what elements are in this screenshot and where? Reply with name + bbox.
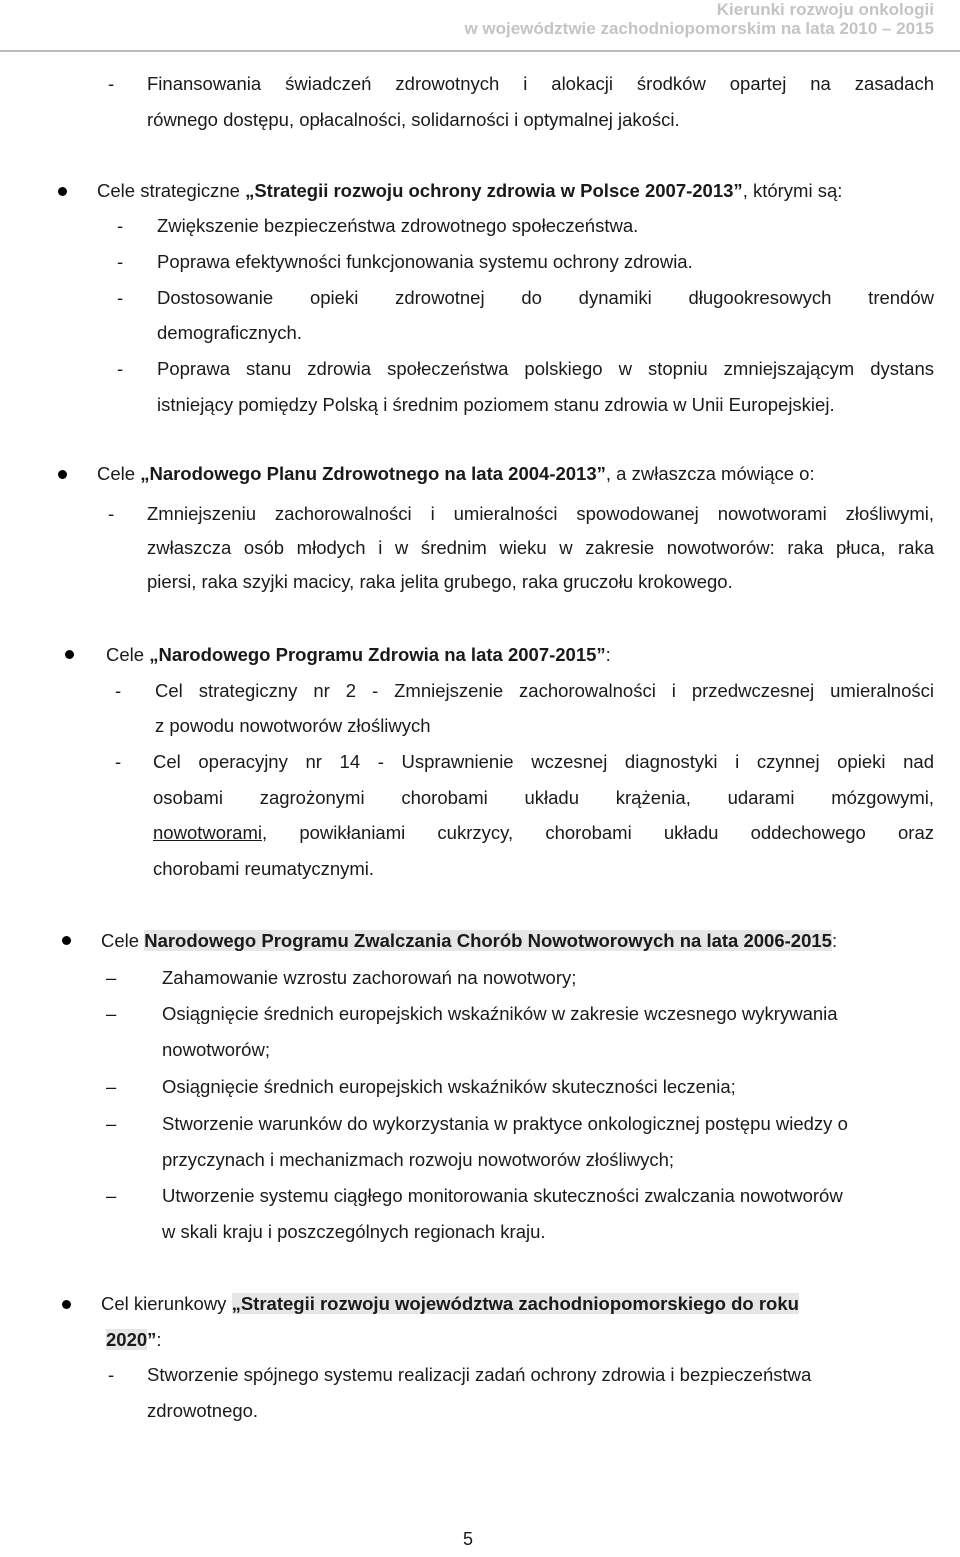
bullet-marker xyxy=(62,936,71,945)
list-item-text: równego dostępu, opłacalności, solidarności i optymalnej jakości. xyxy=(147,109,680,130)
dash-marker: – xyxy=(106,967,117,988)
section-heading: Cele Narodowego Programu Zwalczania Chorób Nowotworowych na lata 2006-2015: xyxy=(101,930,838,951)
section-heading: Cele strategiczne „Strategii rozwoju ochrony zdrowia w Polsce 2007-2013”, którymi są: xyxy=(97,180,843,201)
section-heading: Cele „Narodowego Planu Zdrowotnego na lata 2004-2013”, a zwłaszcza mówiące o: xyxy=(97,463,815,484)
running-header xyxy=(0,0,960,52)
list-item-text: Stworzenie warunków do wykorzystania w praktyce onkologicznej postępu wiedzy o xyxy=(162,1113,848,1134)
bullet-marker xyxy=(65,650,74,659)
list-item-text: Zahamowanie wzrostu zachorowań na nowotwory; xyxy=(162,967,577,988)
list-item-text: chorobami reumatycznymi. xyxy=(153,858,375,879)
dash-marker: – xyxy=(106,1003,117,1024)
dash-marker: - xyxy=(115,680,122,701)
dash-marker: - xyxy=(108,1364,115,1385)
list-item-text: przyczynach i mechanizmach rozwoju nowotworów złośliwych; xyxy=(162,1149,675,1170)
dash-marker: - xyxy=(117,358,124,379)
list-item-text: nowotworami, powikłaniami cukrzycy, chorobami układu oddechowego oraz xyxy=(153,822,934,843)
section-heading: Cel kierunkowy „Strategii rozwoju województwa zachodniopomorskiego do roku xyxy=(101,1293,799,1314)
list-item-text: Poprawa stanu zdrowia społeczeństwa polskiego w stopniu zmniejszającym dystans xyxy=(157,358,934,379)
dash-marker: - xyxy=(108,73,115,94)
section-heading: Cele „Narodowego Programu Zdrowia na lata 2007-2015”: xyxy=(106,644,611,665)
list-item-text: Poprawa efektywności funkcjonowania systemu ochrony zdrowia. xyxy=(157,251,693,272)
list-item-text: zwłaszcza osób młodych i w średnim wieku w zakresie nowotworów: raka płuca, raka xyxy=(147,537,934,558)
dash-marker: - xyxy=(117,287,124,308)
bullet-marker xyxy=(58,187,67,196)
list-item-text: osobami zagrożonymi chorobami układu krążenia, udarami mózgowymi, xyxy=(153,787,934,808)
list-item-text: Zmniejszeniu zachorowalności i umieralności spowodowanej nowotworami złośliwymi, xyxy=(147,503,934,524)
dash-marker: - xyxy=(117,215,124,236)
list-item-text: Dostosowanie opieki zdrowotnej do dynamiki długookresowych trendów xyxy=(157,287,934,308)
page-number: 5 xyxy=(462,1529,473,1549)
dash-marker: - xyxy=(115,751,122,772)
list-item-text: piersi, raka szyjki macicy, raka jelita grubego, raka gruczołu krokowego. xyxy=(147,571,733,592)
list-item-text: istniejący pomiędzy Polską i średnim poziomem stanu zdrowia w Unii Europejskiej. xyxy=(157,394,835,415)
list-item-text: w skali kraju i poszczególnych regionach kraju. xyxy=(162,1221,546,1242)
list-item-text: Osiągnięcie średnich europejskich wskaźników w zakresie wczesnego wykrywania xyxy=(162,1003,838,1024)
list-item-text: Cel operacyjny nr 14 - Usprawnienie wczesnej diagnostyki i czynnej opieki nad xyxy=(153,751,934,772)
bullet-marker xyxy=(62,1300,71,1309)
dash-marker: – xyxy=(106,1113,117,1134)
list-item-text: Stworzenie spójnego systemu realizacji zadań ochrony zdrowia i bezpieczeństwa xyxy=(147,1364,812,1385)
bullet-marker xyxy=(58,470,67,479)
list-item-text: Osiągnięcie średnich europejskich wskaźników skuteczności leczenia; xyxy=(162,1076,736,1097)
list-item-text: Utworzenie systemu ciągłego monitorowania skuteczności zwalczania nowotworów xyxy=(162,1185,843,1206)
list-item-text: z powodu nowotworów złośliwych xyxy=(155,715,431,736)
header-title: Kierunki rozwoju onkologii xyxy=(716,0,934,19)
list-item-text: Cel strategiczny nr 2 - Zmniejszenie zachorowalności i przedwczesnej umieralności xyxy=(155,680,934,701)
list-item-text: nowotworów; xyxy=(162,1039,270,1060)
list-item-text: demograficznych. xyxy=(157,322,302,343)
dash-marker: – xyxy=(106,1076,117,1097)
dash-marker: - xyxy=(117,251,124,272)
list-item-text: zdrowotnego. xyxy=(147,1400,259,1421)
header-subtitle: w województwie zachodniopomorskim na lata 2010 – 2015 xyxy=(464,19,934,38)
dash-marker: – xyxy=(106,1185,117,1206)
list-item-text: Zwiększenie bezpieczeństwa zdrowotnego społeczeństwa. xyxy=(157,215,639,236)
dash-marker: - xyxy=(108,503,115,524)
list-item-text: Finansowania świadczeń zdrowotnych i alokacji środków opartej na zasadach xyxy=(147,73,934,94)
section-heading-continued: 2020”: xyxy=(106,1329,162,1350)
